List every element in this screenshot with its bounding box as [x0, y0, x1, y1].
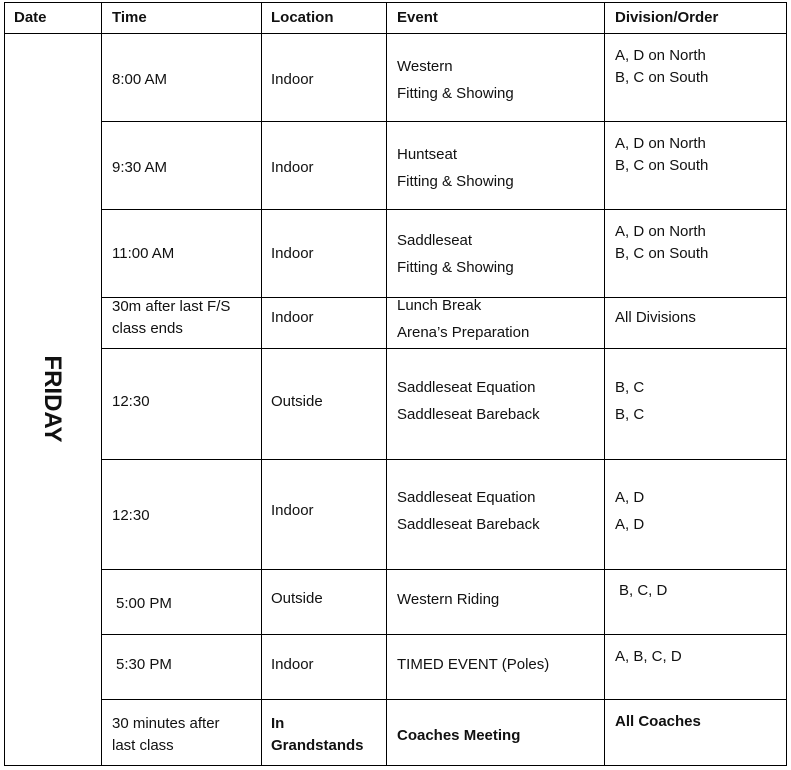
- rule-top: [4, 2, 787, 3]
- rule-col: [604, 2, 605, 765]
- row-6-time: 12:30: [112, 507, 150, 524]
- rule-row: [101, 348, 787, 349]
- row-6-location: Indoor: [271, 502, 314, 519]
- rule-row: [101, 121, 787, 122]
- row-9-division: All Coaches: [615, 713, 701, 730]
- row-8-division: A, B, C, D: [615, 648, 682, 665]
- rule-col: [786, 2, 787, 765]
- row-2-event: Huntseat Fitting & Showing: [397, 146, 514, 190]
- rule-header: [4, 33, 787, 34]
- header-time: Time: [112, 9, 147, 26]
- rule-row: [101, 459, 787, 460]
- row-5-location: Outside: [271, 393, 323, 410]
- row-5-division: B, C B, C: [615, 379, 645, 423]
- row-1-event: Western Fitting & Showing: [397, 58, 514, 102]
- rule-col: [261, 2, 262, 765]
- row-9-event: Coaches Meeting: [397, 727, 521, 744]
- row-2-time: 9:30 AM: [112, 159, 168, 176]
- row-7-time: 5:00 PM: [116, 595, 172, 612]
- row-1-division: A, D on North B, C on South: [615, 47, 709, 86]
- rule-row: [101, 699, 787, 700]
- row-1-time: 8:00 AM: [112, 71, 168, 88]
- header-event: Event: [397, 9, 438, 26]
- row-3-division: A, D on North B, C on South: [615, 223, 709, 262]
- row-6-division: A, D A, D: [615, 489, 645, 533]
- row-6-event: Saddleseat Equation Saddleseat Bareback: [397, 489, 540, 533]
- row-3-location: Indoor: [271, 245, 314, 262]
- row-3-time: 11:00 AM: [112, 245, 175, 262]
- rule-row: [101, 634, 787, 635]
- schedule-table: [4, 2, 787, 765]
- row-7-division: B, C, D: [619, 582, 668, 599]
- rule-row: [101, 569, 787, 570]
- row-7-location: Outside: [271, 590, 323, 607]
- header-division: Division/Order: [615, 9, 719, 26]
- rule-col: [4, 2, 5, 765]
- rule-bottom: [4, 765, 787, 766]
- row-2-division: A, D on North B, C on South: [615, 135, 709, 174]
- row-1-location: Indoor: [271, 71, 314, 88]
- row-2-location: Indoor: [271, 159, 314, 176]
- rule-row: [101, 209, 787, 210]
- row-4-time: 30m after last F/S class ends: [112, 298, 231, 337]
- header-date: Date: [14, 9, 47, 26]
- row-8-time: 5:30 PM: [116, 656, 172, 673]
- row-3-event: Saddleseat Fitting & Showing: [397, 232, 514, 276]
- row-9-time: 30 minutes after last class: [112, 715, 220, 754]
- row-4-division: All Divisions: [615, 309, 696, 326]
- row-4-event: Lunch Break Arena’s Preparation: [397, 297, 530, 341]
- row-7-event: Western Riding: [397, 591, 500, 608]
- row-5-time: 12:30: [112, 393, 150, 410]
- row-4-location: Indoor: [271, 309, 314, 326]
- row-5-event: Saddleseat Equation Saddleseat Bareback: [397, 379, 540, 423]
- day-label: FRIDAY: [39, 355, 66, 443]
- rule-col: [101, 2, 102, 765]
- row-8-location: Indoor: [271, 656, 314, 673]
- row-8-event: TIMED EVENT (Poles): [397, 656, 550, 673]
- header-location: Location: [271, 9, 334, 26]
- rule-col: [386, 2, 387, 765]
- row-9-location: In Grandstands: [271, 715, 364, 754]
